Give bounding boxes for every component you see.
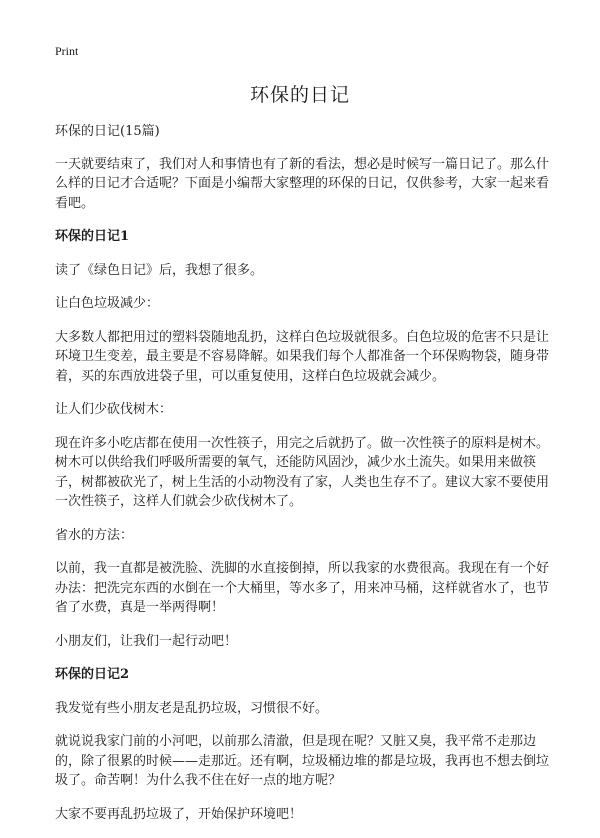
paragraph: 就说说我家门前的小河吧，以前那么清澈，但是现在呢？又脏又臭，我平常不走那边的，除了很累的时候——走那近。还有啊，垃圾桶边堆的都是垃圾，我再也不想去倒垃圾了。命苦啊！为什么我不住在好一点的地方呢？ [55, 734, 550, 788]
print-link[interactable]: Print [55, 44, 79, 58]
article-body [55, 122, 550, 838]
paragraph: 读了《绿色日记》后，我想了很多。 [55, 262, 264, 278]
intro-paragraph: 一天就要结束了，我们对人和事情也有了新的看法，想必是时候写一篇日记了。那么什么样的日记才合适呢？下面是小编帮大家整理的环保的日记，仅供参考，大家一起来看看吧。 [55, 156, 550, 211]
paragraph: 让白色垃圾减少： [55, 296, 160, 311]
paragraph: 大多数人都把用过的塑料袋随地乱扔，这样白色垃圾就很多。白色垃圾的危害不只是让环境卫生变差，最主要是不容易降解。如果我们每个人都准备一个环保购物袋，随身带着，买的东西放进袋子里，可以重复使用，这样白色垃圾就会减少。 [55, 329, 550, 384]
article-subtitle: 环保的日记(15篇) [55, 124, 160, 139]
paragraph: 让人们少砍伐树木： [55, 402, 173, 417]
paragraph: 我发觉有些小朋友老是乱扔垃圾，习惯很不好。 [55, 700, 329, 716]
paragraph: 大家不要再乱扔垃圾了，开始保护环境吧！ [55, 806, 303, 822]
page-title: 环保的日记 [249, 84, 350, 106]
paragraph: 小朋友们，让我们一起行动吧！ [55, 633, 238, 649]
paragraph: 省水的方法： [55, 527, 134, 543]
paragraph: 以前，我一直都是被洗脸、洗脚的水直接倒掉，所以我家的水费很高。我现在有一个好办法：把洗完东西的水倒在一个大桶里，等水多了，用来冲马桶，这样就省水了，也节省了水费，真是一举两得啊！ [55, 561, 550, 615]
section-heading: 环保的日记2 [55, 667, 130, 682]
section-heading: 环保的日记1 [55, 229, 130, 244]
paragraph: 现在许多小吃店都在使用一次性筷子，用完之后就扔了。做一次性筷子的原料是树木。树木可以供给我们呼吸所需要的氧气，还能防风固沙，减少水土流失。如果用来做筷子，树都被砍光了，树上生活的小动物没有了家，人类也生存不了。建议大家不要使用一次性筷子，这样人们就会少砍伐树木了。 [55, 435, 550, 509]
